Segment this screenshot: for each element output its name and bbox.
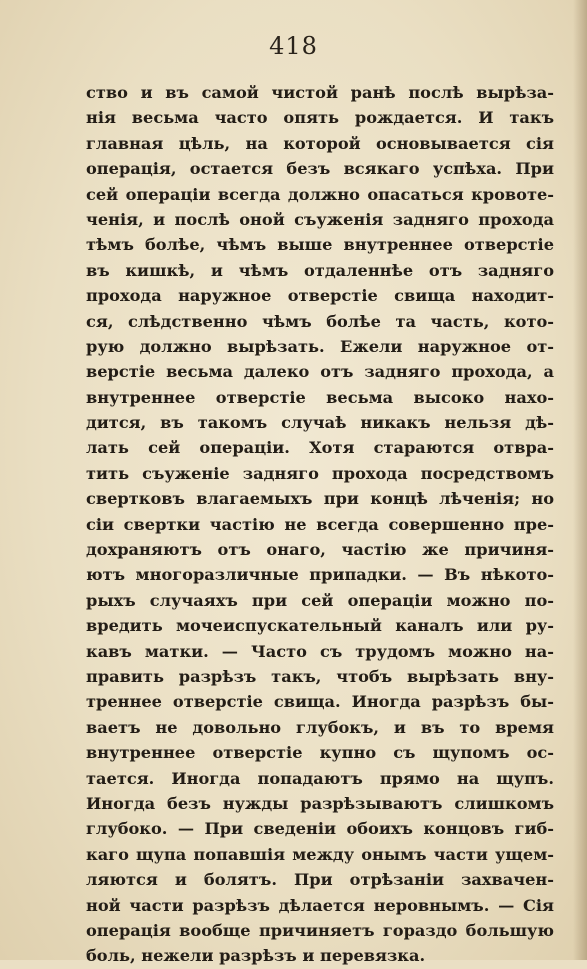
text-line: прохода наружное отверстіе свища находит- — [86, 286, 554, 306]
text-line: внутреннее отверстіе весьма высоко нахо- — [86, 387, 554, 407]
text-line: править разрѣзъ такъ, чтобъ вырѣзать вну- — [86, 666, 554, 686]
text-line: кавъ матки. — Часто съ трудомъ можно на- — [86, 641, 554, 661]
text-line: каго щупа попавшія между онымъ части ущем- — [86, 844, 554, 864]
text-line: дится, въ такомъ случаѣ никакъ нельзя дѣ- — [86, 413, 554, 433]
text-line: ся, слѣдственно чѣмъ болѣе та часть, кото- — [86, 311, 554, 331]
text-line: сей операціи всегда должно опасаться кровоте- — [86, 184, 554, 204]
text-line: верстіе весьма далеко отъ задняго прохода, а — [86, 362, 554, 382]
text-line: тѣмъ болѣе, чѣмъ выше внутреннее отверстіе — [86, 235, 554, 255]
text-line: ной части разрѣзъ дѣлается неровнымъ. — Сія — [86, 895, 554, 915]
text-line: дохраняютъ отъ онаго, частію же причиня- — [86, 540, 554, 560]
text-line: рую должно вырѣзать. Ежели наружное от- — [86, 336, 554, 356]
text-line: Иногда безъ нужды разрѣзываютъ слишкомъ — [86, 793, 554, 813]
text-line: нія весьма часто опять рождается. И такъ — [86, 108, 554, 128]
text-line: ютъ многоразличные припадки. — Въ нѣкото- — [86, 565, 554, 585]
text-line: тить съуженіе задняго прохода посредствомъ — [86, 463, 554, 483]
text-line: рыхъ случаяхъ при сей операціи можно по- — [86, 590, 554, 610]
text-line: въ кишкѣ, и чѣмъ отдаленнѣе отъ задняго — [86, 260, 554, 280]
page-number: 418 — [269, 32, 318, 60]
text-line: треннее отверстіе свища. Иногда разрѣзъ бы- — [86, 692, 554, 712]
text-line: сіи свертки частію не всегда совершенно пре- — [86, 514, 554, 534]
text-line: ченія, и послѣ оной съуженія задняго прохода — [86, 209, 554, 229]
text-line: ство и въ самой чистой ранѣ послѣ вырѣза- — [86, 83, 554, 102]
text-line: лать сей операціи. Хотя стараются отвра- — [86, 438, 554, 458]
text-line: операція вообще причиняетъ гораздо большую — [86, 920, 554, 940]
body-text — [86, 80, 554, 969]
text-line: ляются и болятъ. При отрѣзаніи захвачен- — [86, 870, 554, 890]
text-line: тается. Иногда попадаютъ прямо на щупъ. — [86, 768, 554, 788]
text-line: главная цѣль, на которой основывается сія — [86, 133, 554, 153]
text-line: операція, остается безъ всякаго успѣха. При — [86, 159, 554, 179]
text-line: боль, нежели разрѣзъ и перевязка. — [86, 946, 426, 966]
text-line: глубоко. — При сведеніи обоихъ концовъ гиб- — [86, 819, 554, 839]
text-line: внутреннее отверстіе купно съ щупомъ ос- — [86, 743, 554, 763]
text-line: свертковъ влагаемыхъ при концѣ лѣченія; но — [86, 489, 554, 509]
text-line: вредить мочеиспускательный каналъ или ру- — [86, 616, 554, 636]
text-line: ваетъ не довольно глубокъ, и въ то время — [86, 717, 554, 737]
